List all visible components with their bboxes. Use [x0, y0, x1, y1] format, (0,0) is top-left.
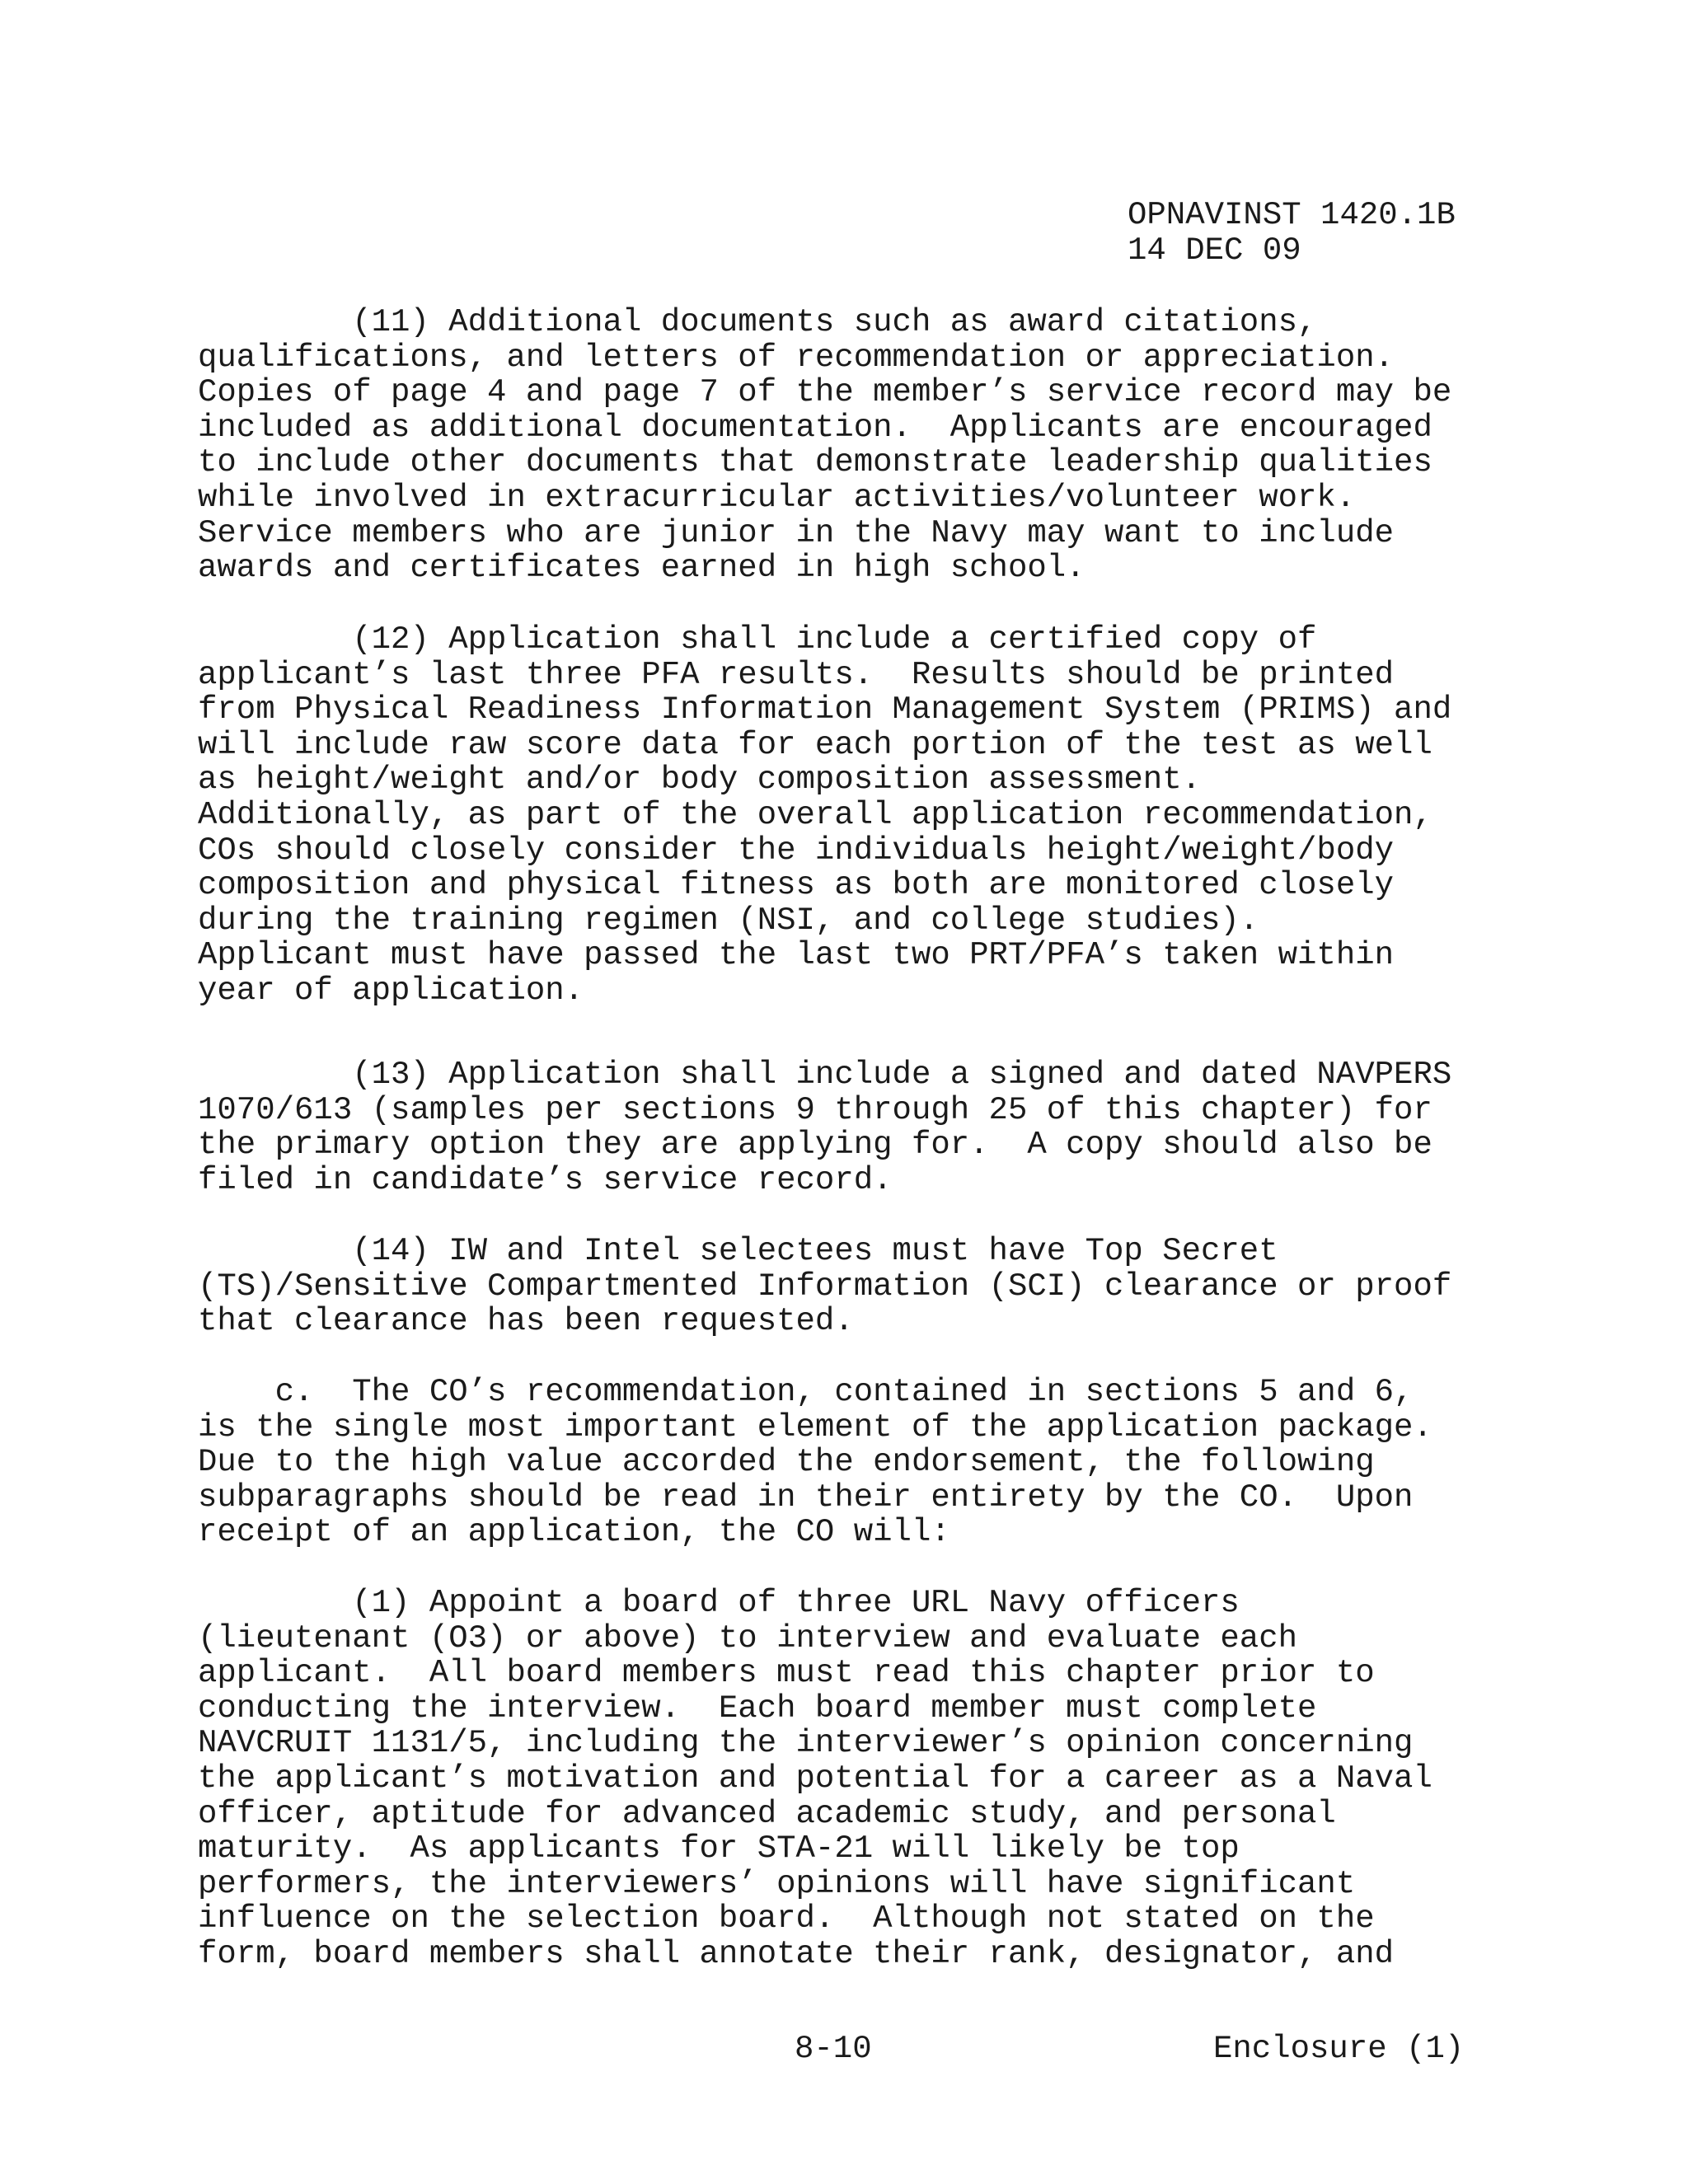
paragraph-line: (1) Appoint a board of three URL Navy officers: [198, 1585, 1240, 1621]
paragraph-line: Service members who are junior in the Navy may want to include: [198, 514, 1395, 551]
paragraph-line: NAVCRUIT 1131/5, including the interviewer’s opinion concerning: [198, 1725, 1414, 1762]
paragraph-line: (11) Additional documents such as award citations,: [198, 304, 1317, 340]
paragraph-line: subparagraphs should be read in their entirety by the CO. Upon: [198, 1479, 1414, 1516]
paragraph-line: the applicant’s motivation and potential for a career as a Naval: [198, 1760, 1432, 1797]
paragraph-line: (lieutenant (O3) or above) to interview and evaluate each: [198, 1619, 1298, 1657]
paragraph-line: filed in candidate’s service record.: [198, 1161, 893, 1198]
paragraph-line: Copies of page 4 and page 7 of the member’s service record may be: [198, 374, 1452, 411]
paragraph-line: (TS)/Sensitive Compartmented Information (SCI) clearance or proof: [198, 1268, 1452, 1305]
enclosure-label: Enclosure (1): [1213, 2031, 1465, 2067]
paragraph-line: performers, the interviewers’ opinions will have significant: [198, 1865, 1356, 1902]
paragraph-line: qualifications, and letters of recommendation or appreciation.: [198, 339, 1395, 376]
paragraph-line: as height/weight and/or body composition assessment.: [198, 762, 1201, 799]
paragraph-line: the primary option they are applying for. A copy should also be: [198, 1127, 1432, 1164]
paragraph-line: COs should closely consider the individuals height/weight/body: [198, 832, 1395, 869]
instruction-date: 14 DEC 09: [1128, 232, 1301, 269]
paragraph-line: applicant’s last three PFA results. Results should be printed: [198, 656, 1395, 693]
paragraph-line: conducting the interview. Each board member must complete: [198, 1690, 1317, 1727]
paragraph-line: 1070/613 (samples per sections 9 through 25 of this chapter) for: [198, 1091, 1432, 1128]
paragraph-line: receipt of an application, the CO will:: [198, 1514, 950, 1551]
paragraph-line: Due to the high value accorded the endorsement, the following: [198, 1444, 1375, 1481]
paragraph-line: applicant. All board members must read this chapter prior to: [198, 1655, 1375, 1692]
paragraph-line: awards and certificates earned in high school.: [198, 550, 1085, 587]
paragraph-line: to include other documents that demonstrate leadership qualities: [198, 444, 1432, 481]
paragraph-line: (12) Application shall include a certified copy of: [198, 621, 1317, 658]
paragraph-line: c. The CO’s recommendation, contained in sections 5 and 6,: [198, 1374, 1414, 1410]
paragraph-line: from Physical Readiness Information Management System (PRIMS) and: [198, 691, 1452, 729]
paragraph-line: Additionally, as part of the overall application recommendation,: [198, 797, 1432, 833]
paragraph-line: (13) Application shall include a signed and dated NAVPERS: [198, 1057, 1452, 1093]
paragraph-line: officer, aptitude for advanced academic study, and personal: [198, 1795, 1336, 1832]
paragraph-line: that clearance has been requested.: [198, 1303, 854, 1340]
paragraph-line: form, board members shall annotate their rank, designator, and: [198, 1936, 1395, 1972]
paragraph-line: while involved in extracurricular activities/volunteer work.: [198, 480, 1356, 516]
paragraph-line: maturity. As applicants for STA-21 will likely be top: [198, 1830, 1240, 1868]
paragraph-line: is the single most important element of the application package.: [198, 1408, 1432, 1446]
paragraph-line: during the training regimen (NSI, and college studies).: [198, 902, 1259, 939]
paragraph-line: will include raw score data for each portion of the test as well: [198, 726, 1432, 763]
paragraph-line: Applicant must have passed the last two PRT/PFA’s taken within: [198, 937, 1395, 974]
page-number: 8-10: [795, 2031, 872, 2067]
paragraph-line: (14) IW and Intel selectees must have Top Secret: [198, 1233, 1278, 1269]
paragraph-line: influence on the selection board. Although not stated on the: [198, 1900, 1375, 1938]
instruction-number: OPNAVINST 1420.1B: [1128, 197, 1456, 233]
paragraph-line: included as additional documentation. Applicants are encouraged: [198, 409, 1432, 446]
paragraph-line: year of application.: [198, 972, 584, 1009]
paragraph-line: composition and physical fitness as both are monitored closely: [198, 867, 1395, 904]
